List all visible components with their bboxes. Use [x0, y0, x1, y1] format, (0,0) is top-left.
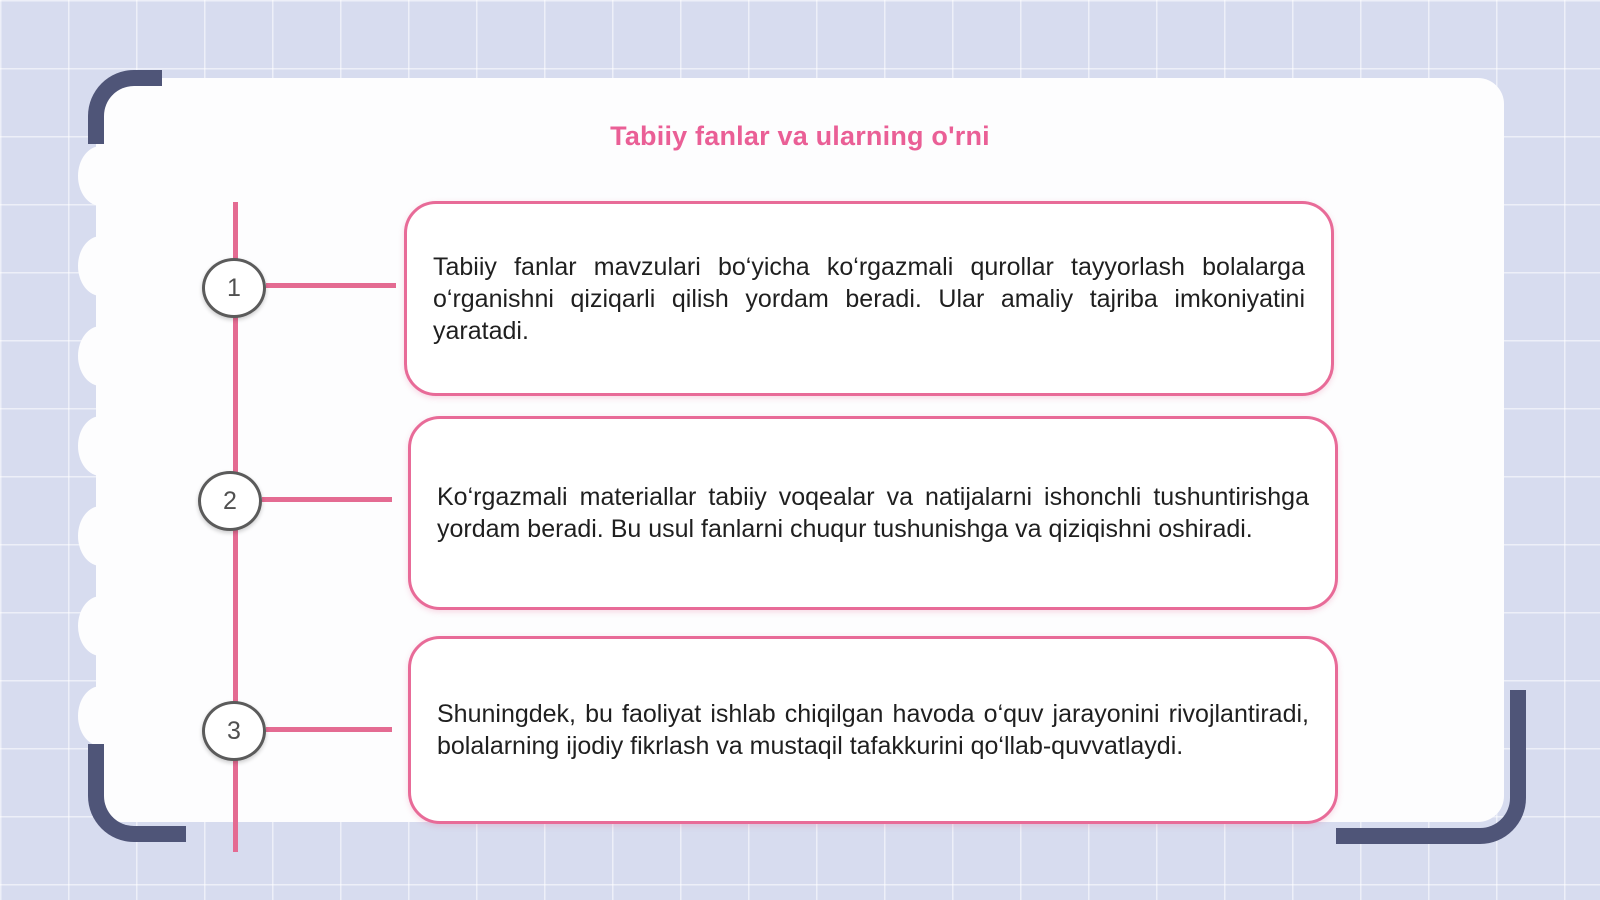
step-number-badge: 2	[198, 471, 262, 531]
step-text: Shuningdek, bu faoliyat ishlab chiqilgan havoda o‘quv jarayonini rivojlantiradi, bolalarning ijodiy fikrlash va mustaqil tafakkurini qo‘llab-quvvatlaydi.	[437, 700, 1309, 760]
slide-title: Tabiiy fanlar va ularning o'rni	[610, 121, 990, 151]
step-number-badge: 1	[202, 258, 266, 318]
card-scallop	[78, 686, 124, 746]
card-scallop	[78, 596, 124, 656]
step-connector	[266, 727, 392, 732]
step-card	[408, 636, 1338, 824]
card-scallop	[78, 236, 124, 296]
card-scallop	[78, 416, 124, 476]
frame-corner-bottom-right	[1336, 690, 1526, 844]
step-card	[404, 201, 1334, 396]
step-connector	[266, 283, 396, 288]
step-card	[408, 416, 1338, 610]
card-scallop	[78, 146, 124, 206]
step-connector	[262, 497, 392, 502]
step-number-badge: 3	[202, 701, 266, 761]
step-text: Ko‘rgazmali materiallar tabiiy voqealar va natijalarni ishonchli tushuntirishga yordam beradi. Bu usul fanlarni chuqur tushunishga va qiziqishni oshiradi.	[437, 483, 1309, 543]
card-scallop	[78, 506, 124, 566]
frame-corner-bottom-left	[88, 744, 186, 842]
card-scallop	[78, 326, 124, 386]
step-text: Tabiiy fanlar mavzulari bo‘yicha ko‘rgazmali qurollar tayyorlash bolalarga o‘rganishni qiziqarli qilish yordam beradi. Ular amaliy tajriba imkoniyatini yaratadi.	[433, 252, 1305, 345]
